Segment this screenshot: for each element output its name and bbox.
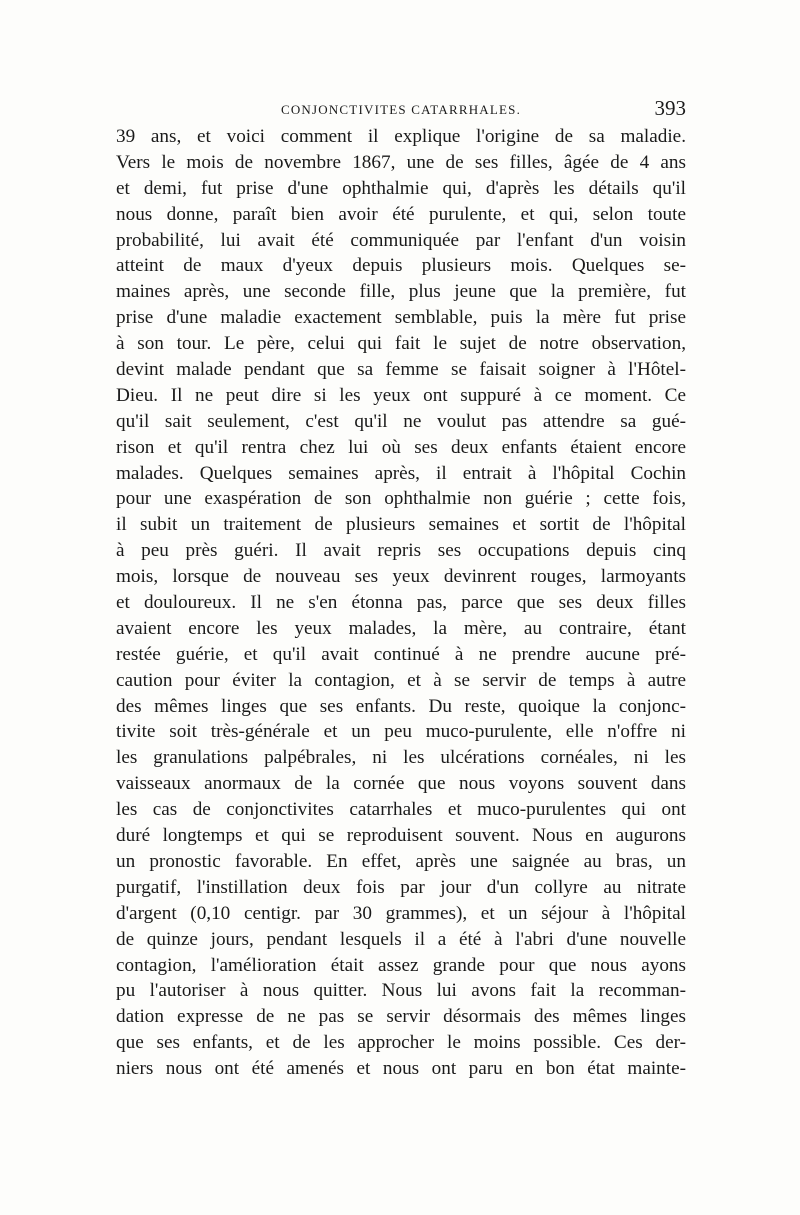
text-line: restée guérie, et qu'il avait continué à ne prendre aucune pré- <box>116 643 686 665</box>
text-line: les granulations palpébrales, ni les ulcérations cornéales, ni les <box>116 747 686 769</box>
text-line: atteint de maux d'yeux depuis plusieurs mois. Quelques se- <box>116 255 686 277</box>
body-paragraph <box>116 124 686 1082</box>
text-line: il subit un traitement de plusieurs semaines et sortit de l'hôpital <box>116 514 686 536</box>
text-line: prise d'une maladie exactement semblable, puis la mère fut prise <box>116 307 686 329</box>
text-line: probabilité, lui avait été communiquée par l'enfant d'un voisin <box>116 229 686 251</box>
text-line: de quinze jours, pendant lesquels il a été à l'abri d'une nouvelle <box>116 928 686 950</box>
page-number: 393 <box>654 96 686 120</box>
text-line: et demi, fut prise d'une ophthalmie qui, d'après les détails qu'il <box>116 177 686 199</box>
text-line: contagion, l'amélioration était assez grande pour que nous ayons <box>116 954 686 976</box>
text-line: avaient encore les yeux malades, la mère, au contraire, étant <box>116 617 686 639</box>
text-line: un pronostic favorable. En effet, après une saignée au bras, un <box>116 850 686 872</box>
text-line: malades. Quelques semaines après, il entrait à l'hôpital Cochin <box>116 462 686 484</box>
text-line: nous donne, paraît bien avoir été purulente, et qui, selon toute <box>116 203 686 225</box>
text-line: les cas de conjonctivites catarrhales et muco-purulentes qui ont <box>116 799 686 821</box>
text-line: tivite soit très-générale et un peu muco-purulente, elle n'offre ni <box>116 721 686 743</box>
text-line: mois, lorsque de nouveau ses yeux devinrent rouges, larmoyants <box>116 566 686 588</box>
text-line: à peu près guéri. Il avait repris ses occupations depuis cinq <box>116 540 686 562</box>
text-line: pour une exaspération de son ophthalmie non guérie ; cette fois, <box>116 488 686 510</box>
text-line: d'argent (0,10 centigr. par 30 grammes), et un séjour à l'hôpital <box>116 902 686 924</box>
text-line: caution pour éviter la contagion, et à se servir de temps à autre <box>116 669 686 691</box>
text-line: purgatif, l'instillation deux fois par jour d'un collyre au nitrate <box>116 876 686 898</box>
text-line: vaisseaux anormaux de la cornée que nous voyons souvent dans <box>116 773 686 795</box>
text-line: qu'il sait seulement, c'est qu'il ne voulut pas attendre sa gué- <box>116 410 686 432</box>
text-line: niers nous ont été amenés et nous ont paru en bon état mainte- <box>116 1058 686 1080</box>
text-line: à son tour. Le père, celui qui fait le sujet de notre observation, <box>116 333 686 355</box>
text-line: Vers le mois de novembre 1867, une de ses filles, âgée de 4 ans <box>116 151 686 173</box>
text-line: rison et qu'il rentra chez lui où ses deux enfants étaient encore <box>116 436 686 458</box>
text-line: que ses enfants, et de les approcher le moins possible. Ces der- <box>116 1032 686 1054</box>
text-line: Dieu. Il ne peut dire si les yeux ont suppuré à ce moment. Ce <box>116 384 686 406</box>
text-line: maines après, une seconde fille, plus jeune que la première, fut <box>116 281 686 303</box>
text-line: et douloureux. Il ne s'en étonna pas, parce que ses deux filles <box>116 592 686 614</box>
text-line: devint malade pendant que sa femme se faisait soigner à l'Hôtel- <box>116 359 686 381</box>
running-header <box>116 96 686 122</box>
text-line: duré longtemps et qui se reproduisent souvent. Nous en augurons <box>116 825 686 847</box>
running-title: CONJONCTIVITES CATARRHALES. <box>280 102 522 117</box>
text-line: pu l'autoriser à nous quitter. Nous lui avons fait la recomman- <box>116 980 686 1002</box>
text-line: 39 ans, et voici comment il explique l'origine de sa maladie. <box>116 126 686 147</box>
text-line: des mêmes linges que ses enfants. Du reste, quoique la conjonc- <box>116 695 686 717</box>
text-line: dation expresse de ne pas se servir désormais des mêmes linges <box>116 1006 686 1028</box>
